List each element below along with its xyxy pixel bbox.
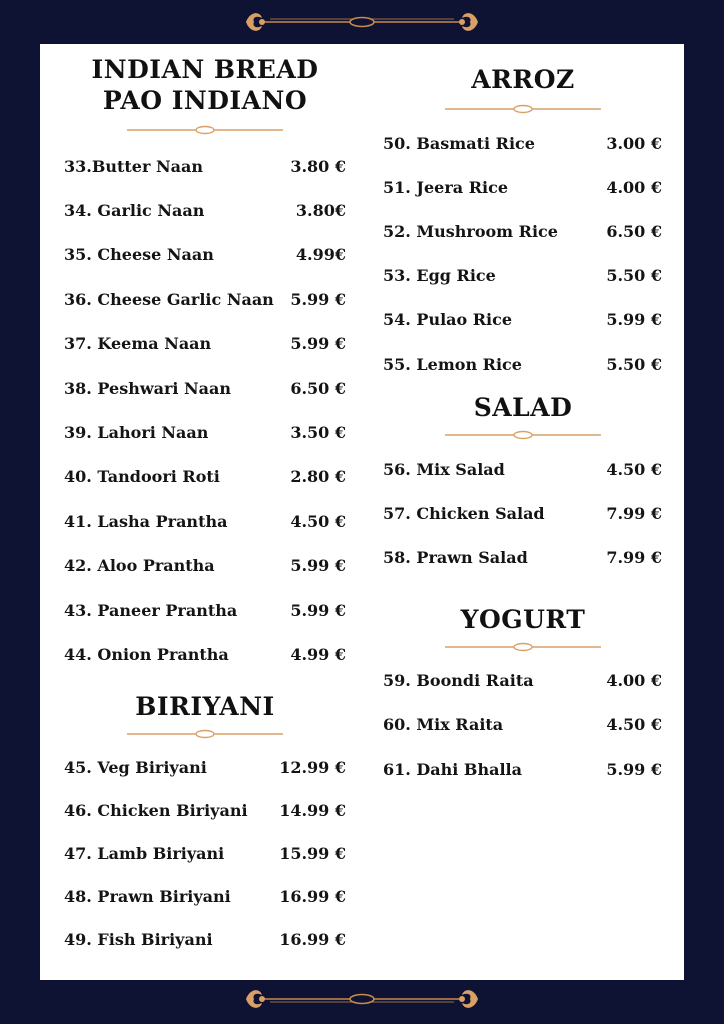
list-item xyxy=(60,588,350,632)
salad-list xyxy=(380,447,666,580)
list-item xyxy=(60,632,350,676)
item-name: 46. Chicken Biriyani xyxy=(64,800,248,820)
list-item xyxy=(60,746,350,789)
salad-divider xyxy=(443,429,603,441)
item-name: 41. Lasha Prantha xyxy=(64,511,228,531)
list-item xyxy=(60,277,350,321)
yogurt-list xyxy=(380,659,666,792)
item-name: 36. Cheese Garlic Naan xyxy=(64,289,274,309)
bread-title-line1: INDIAN BREAD xyxy=(91,55,319,84)
list-item xyxy=(60,789,350,832)
list-item xyxy=(380,298,666,342)
list-item xyxy=(60,544,350,588)
item-price: 7.99 € xyxy=(606,548,662,568)
arroz-divider xyxy=(443,103,603,115)
yogurt-title: YOGURT xyxy=(460,604,586,634)
list-item xyxy=(60,918,350,961)
item-name: 56. Mix Salad xyxy=(383,459,505,479)
item-price: 4.99€ xyxy=(295,245,346,265)
list-item xyxy=(380,703,666,747)
salad-title: SALAD xyxy=(473,393,573,423)
list-item xyxy=(380,254,666,298)
item-price: 3.80 € xyxy=(290,156,346,176)
item-price: 15.99 € xyxy=(279,843,346,863)
item-price: 7.99 € xyxy=(606,503,662,523)
list-item xyxy=(380,209,666,253)
right-column xyxy=(380,44,666,791)
item-name: 35. Cheese Naan xyxy=(64,245,214,265)
bread-title xyxy=(60,54,350,116)
bread-title-line2: PAO INDIANO xyxy=(102,86,308,115)
item-price: 6.50 € xyxy=(290,378,346,398)
item-price: 4.50 € xyxy=(606,715,662,735)
item-price: 4.00 € xyxy=(606,671,662,691)
list-item xyxy=(380,121,666,165)
item-price: 6.50 € xyxy=(606,221,662,241)
item-price: 4.50 € xyxy=(606,459,662,479)
item-name: 37. Keema Naan xyxy=(64,334,212,354)
list-item xyxy=(380,165,666,209)
item-name: 48. Prawn Biriyani xyxy=(64,886,231,906)
item-price: 3.50 € xyxy=(290,423,346,443)
item-price: 5.99 € xyxy=(290,289,346,309)
item-price: 5.99 € xyxy=(606,310,662,330)
item-price: 14.99 € xyxy=(279,800,346,820)
bread-divider xyxy=(125,124,285,136)
biriyani-list xyxy=(60,746,350,961)
item-name: 57. Chicken Salad xyxy=(383,503,545,523)
item-price: 5.99 € xyxy=(606,759,662,779)
list-item xyxy=(60,322,350,366)
item-name: 50. Basmati Rice xyxy=(383,133,535,153)
item-name: 40. Tandoori Roti xyxy=(64,467,220,487)
left-column xyxy=(60,44,350,961)
item-name: 60. Mix Raita xyxy=(383,715,504,735)
list-item xyxy=(60,410,350,454)
menu-panel xyxy=(40,44,684,980)
item-price: 2.80 € xyxy=(290,467,346,487)
item-price: 3.80€ xyxy=(295,201,346,221)
item-name: 55. Lemon Rice xyxy=(383,354,522,374)
item-name: 39. Lahori Naan xyxy=(64,423,209,443)
item-price: 16.99 € xyxy=(279,886,346,906)
list-item xyxy=(380,491,666,535)
item-name: 54. Pulao Rice xyxy=(383,310,513,330)
bottom-ornament xyxy=(242,986,482,1012)
biriyani-divider xyxy=(125,728,285,740)
item-name: 34. Garlic Naan xyxy=(64,201,205,221)
list-item xyxy=(380,447,666,491)
top-ornament xyxy=(242,9,482,35)
item-name: 49. Fish Biriyani xyxy=(64,929,213,949)
yogurt-divider xyxy=(443,641,603,653)
list-item xyxy=(380,659,666,703)
item-name: 52. Mushroom Rice xyxy=(383,221,558,241)
item-name: 44. Onion Prantha xyxy=(64,644,229,664)
item-price: 4.99 € xyxy=(290,644,346,664)
item-price: 12.99 € xyxy=(279,757,346,777)
item-price: 5.99 € xyxy=(290,600,346,620)
list-item xyxy=(60,832,350,875)
arroz-title: ARROZ xyxy=(471,65,575,94)
item-price: 4.50 € xyxy=(290,511,346,531)
item-name: 51. Jeera Rice xyxy=(383,177,508,197)
list-item xyxy=(60,455,350,499)
item-name: 33.Butter Naan xyxy=(64,156,203,176)
item-name: 61. Dahi Bhalla xyxy=(383,759,522,779)
bread-list xyxy=(60,144,350,677)
arroz-list xyxy=(380,121,666,386)
item-price: 3.00 € xyxy=(606,133,662,153)
item-name: 38. Peshwari Naan xyxy=(64,378,232,398)
item-price: 5.50 € xyxy=(606,266,662,286)
item-name: 58. Prawn Salad xyxy=(383,548,528,568)
item-name: 47. Lamb Biriyani xyxy=(64,843,225,863)
list-item xyxy=(60,875,350,918)
item-name: 59. Boondi Raita xyxy=(383,671,534,691)
item-name: 43. Paneer Prantha xyxy=(64,600,238,620)
list-item xyxy=(60,499,350,543)
list-item xyxy=(380,342,666,386)
item-price: 16.99 € xyxy=(279,929,346,949)
item-name: 45. Veg Biriyani xyxy=(64,757,207,777)
list-item xyxy=(60,366,350,410)
item-price: 5.99 € xyxy=(290,556,346,576)
list-item xyxy=(60,233,350,277)
item-price: 4.00 € xyxy=(606,177,662,197)
item-name: 42. Aloo Prantha xyxy=(64,556,215,576)
list-item xyxy=(60,188,350,232)
list-item xyxy=(60,144,350,188)
item-name: 53. Egg Rice xyxy=(383,266,496,286)
list-item xyxy=(380,747,666,791)
item-price: 5.50 € xyxy=(606,354,662,374)
item-price: 5.99 € xyxy=(290,334,346,354)
biriyani-title: BIRIYANI xyxy=(135,691,275,721)
list-item xyxy=(380,536,666,580)
